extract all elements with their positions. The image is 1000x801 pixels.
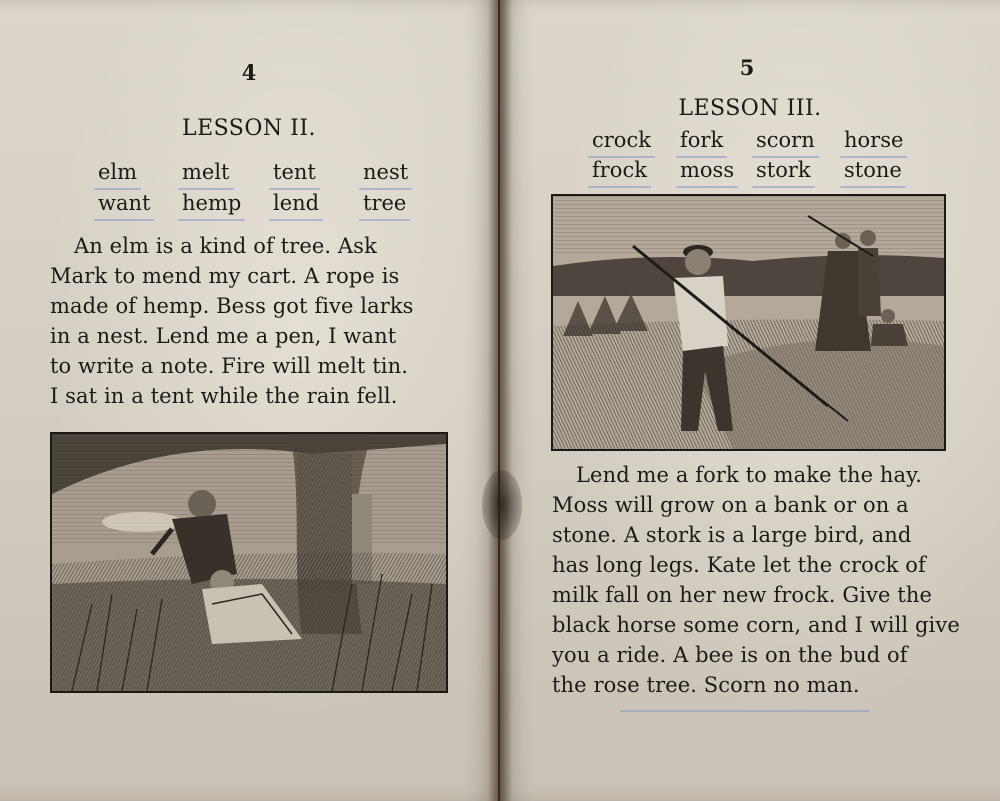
right-page bbox=[500, 0, 1000, 801]
vocab-word: crock bbox=[592, 128, 651, 152]
text-line: in a nest. Lend me a pen, I want bbox=[50, 324, 397, 348]
book-gutter bbox=[488, 0, 512, 801]
text-line: Moss will grow on a bank or on a bbox=[552, 493, 909, 517]
boy-and-girl-under-tree-image bbox=[52, 434, 446, 691]
vocab-word: lend bbox=[273, 191, 320, 215]
haymaker-image bbox=[553, 196, 944, 449]
text-line: you a ride. A bee is on the bud of bbox=[552, 643, 908, 667]
engraving-illustration bbox=[50, 432, 448, 693]
vocab-word: hemp bbox=[182, 191, 242, 215]
page-number: 5 bbox=[739, 55, 755, 80]
lesson-title: LESSON II. bbox=[181, 116, 317, 141]
text-line: I sat in a tent while the rain fell. bbox=[50, 384, 398, 408]
left-page bbox=[0, 0, 498, 801]
pencil-mark bbox=[620, 710, 870, 712]
vocab-word: moss bbox=[680, 158, 735, 182]
vocab-word: scorn bbox=[756, 128, 815, 152]
text-line: the rose tree. Scorn no man. bbox=[552, 673, 860, 697]
vocab-word: tree bbox=[363, 191, 407, 215]
text-line: milk fall on her new frock. Give the bbox=[552, 583, 933, 607]
text-line: made of hemp. Bess got five larks bbox=[50, 294, 414, 318]
vocab-word: stone bbox=[844, 158, 902, 182]
vocab-word: elm bbox=[98, 160, 138, 184]
text-line: Mark to mend my cart. A rope is bbox=[50, 264, 400, 288]
text-line: stone. A stork is a large bird, and bbox=[552, 523, 912, 547]
page-number: 4 bbox=[241, 60, 257, 85]
text-line: to write a note. Fire will melt tin. bbox=[50, 354, 408, 378]
vocab-word: nest bbox=[363, 160, 409, 184]
vocab-word: frock bbox=[592, 158, 647, 182]
vocab-word: tent bbox=[273, 160, 316, 184]
lesson-title: LESSON III. bbox=[678, 96, 822, 121]
vocab-word: fork bbox=[680, 128, 724, 152]
text-line: has long legs. Kate let the crock of bbox=[552, 553, 926, 577]
text-line: black horse some corn, and I will give bbox=[552, 613, 960, 637]
vocab-word: want bbox=[98, 191, 151, 215]
vocab-word: melt bbox=[182, 160, 230, 184]
text-line: Lend me a fork to make the hay. bbox=[576, 463, 923, 487]
paper-stain bbox=[482, 470, 522, 540]
vocab-word: horse bbox=[844, 128, 904, 152]
text-line: An elm is a kind of tree. Ask bbox=[74, 234, 377, 258]
vocab-word: stork bbox=[756, 158, 811, 182]
engraving-illustration bbox=[551, 194, 946, 451]
